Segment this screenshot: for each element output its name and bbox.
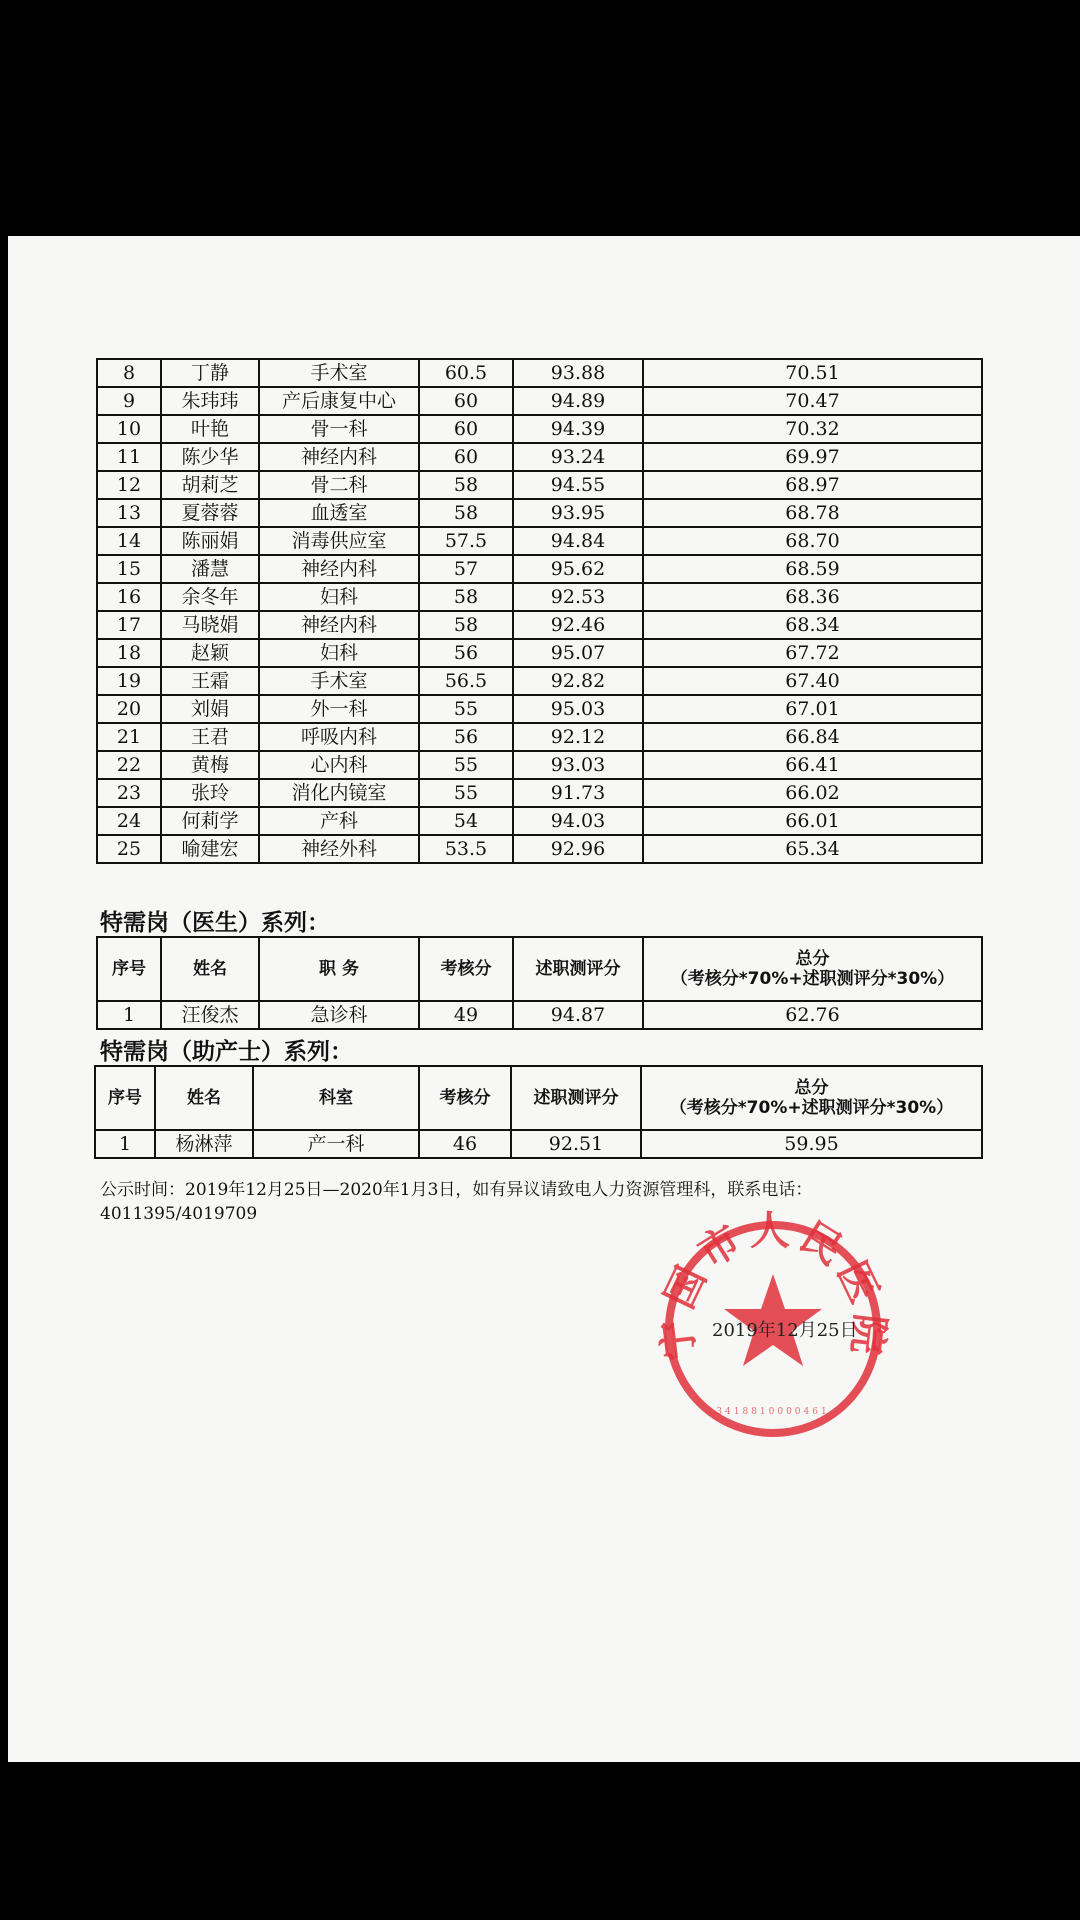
table-row (97, 387, 982, 415)
cell-total: 62.76 (643, 1001, 982, 1029)
cell-score: 55 (419, 751, 513, 779)
table-row (97, 611, 982, 639)
cell-dept: 心内科 (259, 751, 419, 779)
cell-total: 70.32 (643, 415, 982, 443)
cell-score: 57 (419, 555, 513, 583)
cell-name: 丁静 (161, 359, 259, 387)
cell-score: 58 (419, 583, 513, 611)
header-no: 序号 (97, 937, 161, 1001)
header-dept: 科室 (253, 1066, 419, 1130)
cell-total: 66.01 (643, 807, 982, 835)
cell-dept: 妇科 (259, 639, 419, 667)
cell-no: 1 (95, 1130, 155, 1158)
cell-name: 朱玮玮 (161, 387, 259, 415)
cell-score: 58 (419, 499, 513, 527)
cell-dept: 神经内科 (259, 555, 419, 583)
cell-dept: 神经内科 (259, 443, 419, 471)
cell-name: 夏蓉蓉 (161, 499, 259, 527)
table-row (95, 1130, 982, 1158)
cell-total: 66.41 (643, 751, 982, 779)
cell-total: 65.34 (643, 835, 982, 863)
cell-dept: 急诊科 (259, 1001, 419, 1029)
cell-score: 56 (419, 723, 513, 751)
cell-review: 92.96 (513, 835, 643, 863)
table-row (97, 807, 982, 835)
cell-no: 14 (97, 527, 161, 555)
cell-total: 68.34 (643, 611, 982, 639)
cell-no: 25 (97, 835, 161, 863)
cell-name: 王霜 (161, 667, 259, 695)
cell-score: 46 (419, 1130, 511, 1158)
cell-name: 喻建宏 (161, 835, 259, 863)
cell-score: 54 (419, 807, 513, 835)
cell-name: 陈丽娟 (161, 527, 259, 555)
cell-name: 潘慧 (161, 555, 259, 583)
table-row (97, 779, 982, 807)
nurse-score-table (96, 358, 983, 864)
cell-no: 13 (97, 499, 161, 527)
cell-name: 胡莉芝 (161, 471, 259, 499)
table-row (97, 527, 982, 555)
cell-score: 49 (419, 1001, 513, 1029)
cell-score: 56.5 (419, 667, 513, 695)
cell-dept: 血透室 (259, 499, 419, 527)
cell-score: 58 (419, 611, 513, 639)
cell-review: 92.82 (513, 667, 643, 695)
cell-review: 92.51 (511, 1130, 641, 1158)
cell-dept: 外一科 (259, 695, 419, 723)
table-row (97, 443, 982, 471)
table-row (97, 499, 982, 527)
cell-name: 马晓娟 (161, 611, 259, 639)
midwife-section-title: 特需岗（助产士）系列： (100, 1039, 353, 1065)
cell-review: 93.95 (513, 499, 643, 527)
cell-dept: 手术室 (259, 359, 419, 387)
cell-review: 91.73 (513, 779, 643, 807)
header-score: 考核分 (419, 1066, 511, 1130)
cell-no: 17 (97, 611, 161, 639)
cell-no: 11 (97, 443, 161, 471)
table-row (97, 695, 982, 723)
cell-total: 68.36 (643, 583, 982, 611)
cell-review: 94.87 (513, 1001, 643, 1029)
cell-review: 92.53 (513, 583, 643, 611)
cell-dept: 手术室 (259, 667, 419, 695)
cell-no: 20 (97, 695, 161, 723)
cell-name: 王君 (161, 723, 259, 751)
cell-no: 16 (97, 583, 161, 611)
cell-no: 9 (97, 387, 161, 415)
cell-review: 93.03 (513, 751, 643, 779)
notice-line-2: 4011395/4019709 (100, 1204, 258, 1224)
header-name: 姓名 (161, 937, 259, 1001)
cell-score: 60 (419, 443, 513, 471)
nurse-score-table-body (97, 359, 982, 863)
cell-total: 59.95 (641, 1130, 982, 1158)
table-row (97, 415, 982, 443)
cell-no: 19 (97, 667, 161, 695)
cell-dept: 消化内镜室 (259, 779, 419, 807)
header-no: 序号 (95, 1066, 155, 1130)
cell-dept: 消毒供应室 (259, 527, 419, 555)
table-header-row (95, 1066, 982, 1130)
cell-name: 杨淋萍 (155, 1130, 253, 1158)
cell-review: 94.89 (513, 387, 643, 415)
cell-dept: 骨二科 (259, 471, 419, 499)
cell-score: 60 (419, 415, 513, 443)
cell-name: 刘娟 (161, 695, 259, 723)
cell-dept: 产后康复中心 (259, 387, 419, 415)
cell-name: 叶艳 (161, 415, 259, 443)
cell-no: 18 (97, 639, 161, 667)
cell-review: 93.88 (513, 359, 643, 387)
cell-total: 70.51 (643, 359, 982, 387)
table-row (97, 471, 982, 499)
cell-review: 94.03 (513, 807, 643, 835)
cell-total: 68.70 (643, 527, 982, 555)
cell-review: 94.39 (513, 415, 643, 443)
cell-total: 67.40 (643, 667, 982, 695)
header-review: 述职测评分 (513, 937, 643, 1001)
table-header-row (97, 937, 982, 1001)
header-total-title: 总分 (794, 1078, 829, 1098)
cell-total: 68.78 (643, 499, 982, 527)
header-score: 考核分 (419, 937, 513, 1001)
table-row (97, 723, 982, 751)
header-total-formula: （考核分*70%+述职测评分*30%） (670, 969, 955, 989)
cell-no: 12 (97, 471, 161, 499)
svg-text:3418810000461: 3418810000461 (716, 1407, 830, 1417)
cell-no: 24 (97, 807, 161, 835)
cell-name: 余冬年 (161, 583, 259, 611)
cell-dept: 神经内科 (259, 611, 419, 639)
cell-total: 68.59 (643, 555, 982, 583)
seal-text: 宁国市人民医院 (652, 1207, 894, 1363)
cell-total: 69.97 (643, 443, 982, 471)
table-row (97, 667, 982, 695)
table-row (97, 359, 982, 387)
cell-total: 70.47 (643, 387, 982, 415)
document-page (8, 236, 1080, 1762)
stamp-date: 2019年12月25日 (712, 1320, 858, 1341)
cell-dept: 妇科 (259, 583, 419, 611)
table-row (97, 1001, 982, 1029)
cell-no: 10 (97, 415, 161, 443)
cell-no: 22 (97, 751, 161, 779)
cell-review: 92.46 (513, 611, 643, 639)
cell-dept: 呼吸内科 (259, 723, 419, 751)
cell-name: 赵颖 (161, 639, 259, 667)
cell-total: 67.72 (643, 639, 982, 667)
cell-review: 95.62 (513, 555, 643, 583)
header-total (641, 1066, 982, 1130)
cell-review: 95.07 (513, 639, 643, 667)
header-review: 述职测评分 (511, 1066, 641, 1130)
cell-name: 陈少华 (161, 443, 259, 471)
header-total-formula: （考核分*70%+述职测评分*30%） (669, 1098, 954, 1118)
cell-review: 94.55 (513, 471, 643, 499)
doctor-score-table (96, 936, 983, 1030)
table-row (97, 639, 982, 667)
cell-name: 何莉学 (161, 807, 259, 835)
header-total-title: 总分 (795, 949, 830, 969)
cell-review: 92.12 (513, 723, 643, 751)
cell-no: 21 (97, 723, 161, 751)
cell-name: 张玲 (161, 779, 259, 807)
cell-dept: 产科 (259, 807, 419, 835)
cell-total: 66.84 (643, 723, 982, 751)
cell-no: 1 (97, 1001, 161, 1029)
cell-score: 53.5 (419, 835, 513, 863)
cell-total: 67.01 (643, 695, 982, 723)
cell-no: 15 (97, 555, 161, 583)
cell-name: 汪俊杰 (161, 1001, 259, 1029)
cell-dept: 骨一科 (259, 415, 419, 443)
cell-total: 68.97 (643, 471, 982, 499)
doctor-section-title: 特需岗（医生）系列： (100, 910, 330, 936)
cell-review: 94.84 (513, 527, 643, 555)
cell-dept: 产一科 (253, 1130, 419, 1158)
cell-review: 95.03 (513, 695, 643, 723)
cell-no: 8 (97, 359, 161, 387)
header-name: 姓名 (155, 1066, 253, 1130)
cell-no: 23 (97, 779, 161, 807)
cell-score: 55 (419, 695, 513, 723)
cell-score: 55 (419, 779, 513, 807)
cell-dept: 神经外科 (259, 835, 419, 863)
header-total (643, 937, 982, 1001)
cell-score: 60 (419, 387, 513, 415)
cell-score: 58 (419, 471, 513, 499)
cell-score: 57.5 (419, 527, 513, 555)
notice-line-1: 公示时间：2019年12月25日—2020年1月3日，如有异议请致电人力资源管理科，联系电话： (100, 1180, 813, 1200)
midwife-score-table (94, 1065, 983, 1159)
table-row (97, 583, 982, 611)
cell-score: 60.5 (419, 359, 513, 387)
cell-review: 93.24 (513, 443, 643, 471)
cell-name: 黄梅 (161, 751, 259, 779)
cell-score: 56 (419, 639, 513, 667)
table-row (97, 751, 982, 779)
header-position: 职 务 (259, 937, 419, 1001)
table-row (97, 555, 982, 583)
table-row (97, 835, 982, 863)
cell-total: 66.02 (643, 779, 982, 807)
